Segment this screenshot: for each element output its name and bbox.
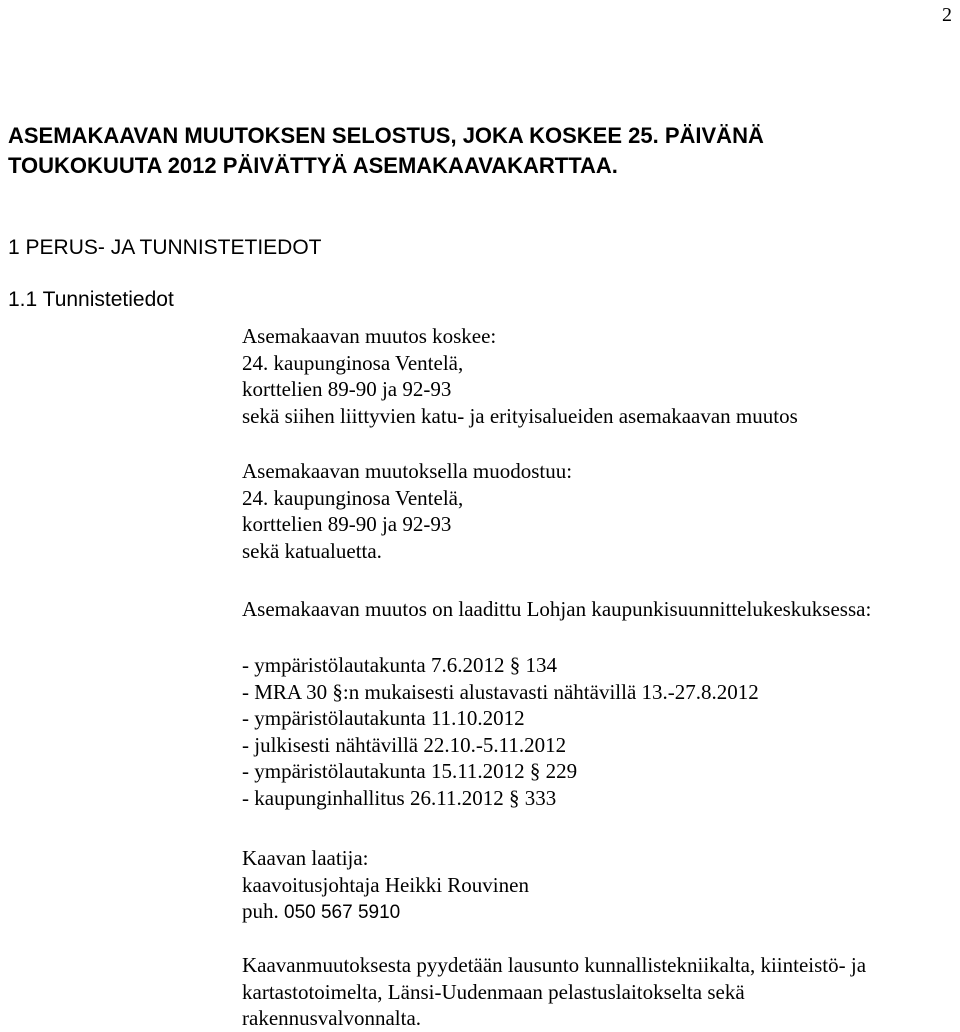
process-steps-list [242, 652, 759, 811]
section-heading: 1 PERUS- JA TUNNISTETIEDOT [8, 236, 322, 259]
change-forms-line: korttelien 89-90 ja 92-93 [242, 512, 452, 536]
change-concerns-line: korttelien 89-90 ja 92-93 [242, 377, 452, 401]
author-name: kaavoitusjohtaja Heikki Rouvinen [242, 872, 529, 897]
page-number: 2 [942, 4, 952, 26]
change-concerns-block [242, 323, 798, 429]
phone-label: puh. [242, 899, 279, 923]
author-label: Kaavan laatija: [242, 846, 369, 870]
process-step: - kaupunginhallitus 26.11.2012 § 333 [242, 785, 557, 810]
statements-block [242, 952, 866, 1032]
subsection-heading: 1.1 Tunnistetiedot [8, 288, 174, 311]
statements-line: rakennusvalvonnalta. [242, 1006, 422, 1030]
change-concerns-label: Asemakaavan muutos koskee: [242, 324, 497, 348]
process-step: - julkisesti nähtävillä 22.10.-5.11.2012 [242, 732, 567, 757]
document-title-line-2: TOUKOKUUTA 2012 PÄIVÄTTYÄ ASEMAKAAVAKARTTAA. [8, 153, 618, 178]
change-forms-block [242, 458, 572, 564]
statements-line: Kaavanmuutoksesta pyydetään lausunto kunnallistekniikalta, kiinteistö- ja [242, 953, 867, 977]
process-step: - ympäristölautakunta 15.11.2012 § 229 [242, 759, 578, 783]
process-step: - ympäristölautakunta 11.10.2012 [242, 706, 525, 730]
change-forms-label: Asemakaavan muutoksella muodostuu: [242, 459, 573, 483]
change-concerns-line: sekä siihen liittyvien katu- ja erityisalueiden asemakaavan muutos [242, 403, 798, 428]
statements-line: kartastotoimelta, Länsi-Uudenmaan pelastuslaitokselta sekä [242, 979, 745, 1004]
author-block [242, 845, 529, 927]
change-forms-line: 24. kaupunginosa Ventelä, [242, 485, 464, 510]
document-title [8, 121, 764, 181]
prepared-by-text: Asemakaavan muutos on laadittu Lohjan kaupunkisuunnittelukeskuksessa: [242, 597, 872, 621]
process-step: - MRA 30 §:n mukaisesti alustavasti nähtävillä 13.-27.8.2012 [242, 679, 759, 704]
phone-number: 050 567 5910 [284, 902, 401, 923]
document-title-line-1: ASEMAKAAVAN MUUTOKSEN SELOSTUS, JOKA KOSKEE 25. PÄIVÄNÄ [8, 123, 764, 148]
change-forms-line: sekä katualuetta. [242, 538, 382, 563]
process-step: - ympäristölautakunta 7.6.2012 § 134 [242, 653, 557, 677]
author-phone [242, 898, 529, 927]
change-concerns-line: 24. kaupunginosa Ventelä, [242, 350, 464, 375]
